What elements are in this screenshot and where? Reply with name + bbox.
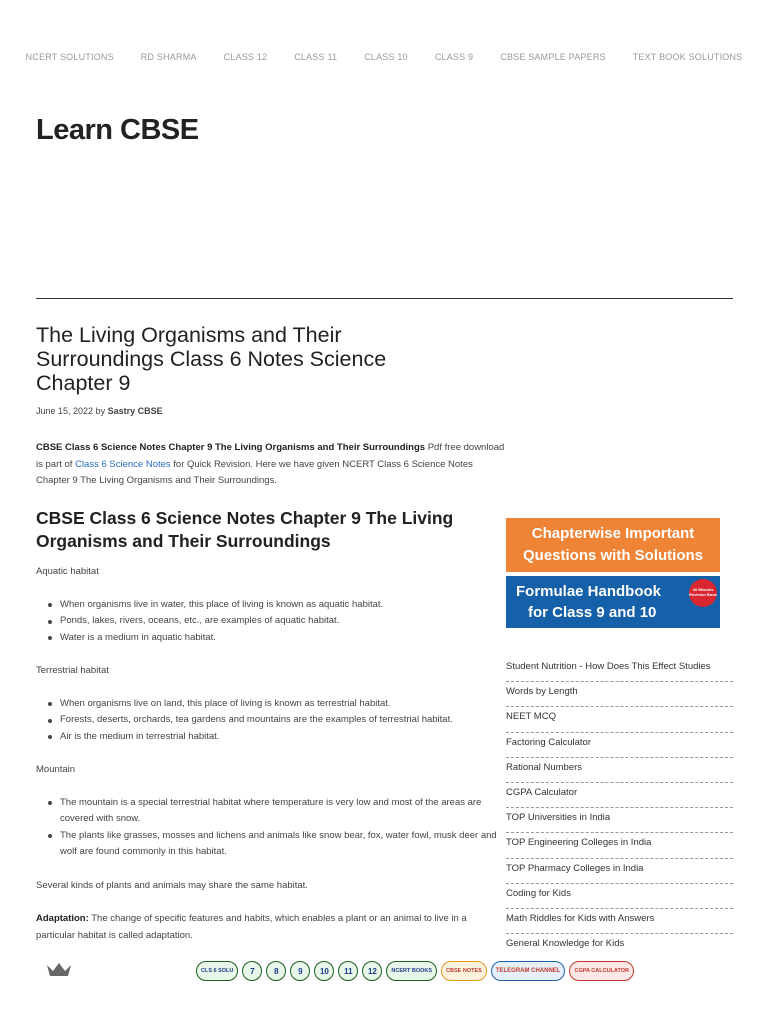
- post-meta: [36, 406, 163, 416]
- sidebar-links: [506, 657, 733, 959]
- cbse-notes-button[interactable]: CBSE NOTES: [441, 961, 487, 981]
- list-item: Forests, deserts, orchards, tea gardens and mountains are the examples of terrestrial habitat.: [60, 712, 506, 729]
- section-heading: CBSE Class 6 Science Notes Chapter 9 The Living Organisms and Their Surroundings: [36, 508, 454, 551]
- adaptation-text: The change of specific features and habits, which enables a plant or an animal to live in a particular habitat is called adaptation.: [36, 913, 467, 941]
- cgpa-calculator-button[interactable]: CGPA CALCULATOR: [569, 961, 634, 981]
- sidebar-link-top-pharmacy[interactable]: TOP Pharmacy Colleges in India: [506, 859, 733, 884]
- sidebar-link-top-engineering[interactable]: TOP Engineering Colleges in India: [506, 833, 733, 858]
- intro-bold: CBSE Class 6 Science Notes Chapter 9 The Living Organisms and Their Surroundings: [36, 442, 426, 453]
- class-11-button[interactable]: 11: [338, 961, 358, 981]
- banner2-line1: Formulae Handbook: [516, 583, 662, 600]
- list-item: Air is the medium in terrestrial habitat.: [60, 729, 506, 746]
- site-title-link[interactable]: Learn CBSE: [36, 114, 199, 146]
- sidebar-link-top-universities[interactable]: TOP Universities in India: [506, 808, 733, 833]
- post-author[interactable]: Sastry CBSE: [107, 406, 163, 416]
- nav-ncert-solutions[interactable]: NCERT SOLUTIONS: [25, 52, 114, 62]
- mountain-title: Mountain: [36, 764, 76, 775]
- crown-icon[interactable]: [46, 961, 72, 979]
- formulae-handbook-banner[interactable]: [506, 576, 720, 628]
- class-7-button[interactable]: 7: [242, 961, 262, 981]
- nav-cbse-sample-papers[interactable]: CBSE SAMPLE PAPERS: [500, 52, 606, 62]
- top-navigation: [0, 52, 768, 62]
- sidebar-link-factoring-calculator[interactable]: Factoring Calculator: [506, 733, 733, 758]
- post-date[interactable]: June 15, 2022: [36, 406, 94, 416]
- nav-text-book-solutions[interactable]: TEXT BOOK SOLUTIONS: [632, 52, 743, 62]
- shared-habitat-text: Several kinds of plants and animals may share the same habitat.: [36, 879, 308, 891]
- banner1-line2: Questions with Solutions: [523, 547, 703, 564]
- class-6-solutions-button[interactable]: CLS 6 SOLU: [196, 961, 238, 981]
- class-6-science-notes-link[interactable]: Class 6 Science Notes: [75, 458, 171, 470]
- class-9-button[interactable]: 9: [290, 961, 310, 981]
- sidebar-link-math-riddles[interactable]: Math Riddles for Kids with Answers: [506, 909, 733, 934]
- article-content: [36, 564, 506, 961]
- adaptation-label: Adaptation:: [36, 913, 89, 924]
- telegram-channel-button[interactable]: TELEGRAM CHANNEL: [491, 961, 566, 981]
- banner2-line2: for Class 9 and 10: [528, 604, 657, 621]
- revision-badge: 40 Minutes Revision Book: [689, 579, 717, 607]
- list-item: The mountain is a special terrestrial habitat where temperature is very low and most of the areas are covered with snow.: [60, 795, 506, 828]
- nav-class-12[interactable]: CLASS 12: [223, 52, 268, 62]
- header-divider: [36, 298, 733, 299]
- class-quick-links: [196, 961, 634, 981]
- post-title: The Living Organisms and Their Surroundings Class 6 Notes Science Chapter 9: [36, 323, 387, 395]
- nav-rd-sharma[interactable]: RD SHARMA: [140, 52, 197, 62]
- aquatic-title: Aquatic habitat: [36, 566, 99, 577]
- nav-class-10[interactable]: CLASS 10: [364, 52, 408, 62]
- nav-class-9[interactable]: CLASS 9: [434, 52, 474, 62]
- list-item: Water is a medium in aquatic habitat.: [60, 630, 506, 647]
- list-item: When organisms live on land, this place of living is known as terrestrial habitat.: [60, 696, 506, 713]
- intro-paragraph: [36, 440, 506, 490]
- sidebar-link-rational-numbers[interactable]: Rational Numbers: [506, 758, 733, 783]
- mountain-list: [60, 795, 506, 861]
- intro-text-1: Pdf free download is part of: [36, 442, 505, 470]
- sidebar-link-cgpa-calculator[interactable]: CGPA Calculator: [506, 783, 733, 808]
- aquatic-list: [60, 597, 506, 647]
- important-questions-banner[interactable]: [506, 518, 720, 572]
- sidebar-link-neet-mcq[interactable]: NEET MCQ: [506, 707, 733, 732]
- intro-text-2: for Quick Revision. Here we have given NCERT Class 6 Science Notes Chapter 9 The Living Organisms and Their Surroundings.: [36, 458, 473, 486]
- list-item: The plants like grasses, mosses and lichens and animals like snow bear, fox, water fowl, musk deer and wolf are found commonly in this habitat.: [60, 828, 506, 861]
- list-item: Ponds, lakes, rivers, oceans, etc., are examples of aquatic habitat.: [60, 613, 506, 630]
- post-by: by: [95, 406, 106, 416]
- sidebar-link-student-nutrition[interactable]: Student Nutrition - How Does This Effect Studies: [506, 657, 733, 682]
- banner1-line1: Chapterwise Important: [531, 525, 695, 542]
- nav-class-11[interactable]: CLASS 11: [294, 52, 338, 62]
- sidebar-link-general-knowledge[interactable]: General Knowledge for Kids: [506, 938, 625, 950]
- list-item: When organisms live in water, this place of living is known as aquatic habitat.: [60, 597, 506, 614]
- terrestrial-title: Terrestrial habitat: [36, 665, 109, 676]
- adaptation-paragraph: [36, 911, 506, 944]
- class-12-button[interactable]: 12: [362, 961, 382, 981]
- terrestrial-list: [60, 696, 506, 746]
- ncert-books-button[interactable]: NCERT BOOKS: [386, 961, 437, 981]
- class-8-button[interactable]: 8: [266, 961, 286, 981]
- sidebar-link-words-by-length[interactable]: Words by Length: [506, 682, 733, 707]
- sidebar-link-coding-for-kids[interactable]: Coding for Kids: [506, 884, 733, 909]
- class-10-button[interactable]: 10: [314, 961, 334, 981]
